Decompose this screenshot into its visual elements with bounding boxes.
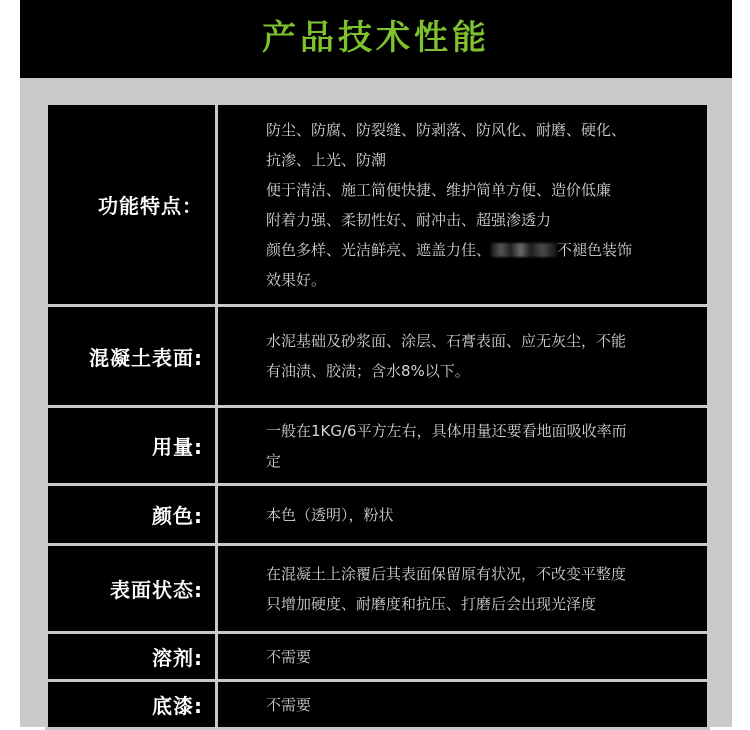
- blurred-redaction: [491, 243, 557, 257]
- value-line: 定: [266, 451, 282, 470]
- table-row-color: [47, 485, 709, 545]
- table-row-features: [47, 104, 709, 306]
- value-text: 颜色多样、光洁鲜亮、遮盖力佳、: [266, 240, 492, 259]
- table-row-concrete-surface: [47, 306, 709, 407]
- page-title: 产品技术性能: [262, 18, 490, 58]
- value-line: 便于清洁、施工简便快捷、维护简单方便、造价低廉: [266, 180, 612, 199]
- value-line: 只增加硬度、耐磨度和抗压、打磨后会出现光泽度: [266, 594, 597, 613]
- value-line: 本色（透明），粉状: [266, 505, 394, 524]
- spec-table: [45, 102, 710, 730]
- row-label: 颜色:: [47, 485, 217, 545]
- row-label: 溶剂:: [47, 633, 217, 681]
- row-label: 功能特点：: [47, 104, 217, 306]
- value-line: 在混凝土上涂覆后其表面保留原有状况，不改变平整度: [266, 564, 627, 583]
- value-line-with-redaction: [266, 235, 671, 265]
- row-label: 底漆:: [47, 681, 217, 729]
- value-line: 不需要: [266, 695, 312, 714]
- row-label: 混凝土表面:: [47, 306, 217, 407]
- value-line: 不需要: [266, 647, 312, 666]
- row-value: [217, 306, 709, 407]
- row-value: [217, 681, 709, 729]
- row-value: [217, 545, 709, 633]
- value-line: 抗渗、上光、防潮: [266, 150, 387, 169]
- row-value: [217, 485, 709, 545]
- row-value: [217, 104, 709, 306]
- table-row-usage: [47, 407, 709, 485]
- value-line: 有油渍、胶渍；含水8%以下。: [266, 362, 470, 380]
- value-line: 附着力强、柔韧性好、耐冲击、超强渗透力: [266, 210, 552, 229]
- row-value: [217, 633, 709, 681]
- table-row-solvent: [47, 633, 709, 681]
- value-line: 防尘、防腐、防裂缝、防剥落、防风化、耐磨、硬化、: [266, 120, 627, 139]
- table-row-primer: [47, 681, 709, 729]
- row-label: 用量:: [47, 407, 217, 485]
- row-value: [217, 407, 709, 485]
- value-line: 一般在1KG/6平方左右，具体用量还要看地面吸收率而: [266, 421, 627, 440]
- value-line: 效果好。: [266, 270, 327, 289]
- table-row-surface-state: [47, 545, 709, 633]
- value-line: 水泥基础及砂浆面、涂层、石膏表面、应无灰尘，不能: [266, 332, 627, 350]
- row-label: 表面状态:: [47, 545, 217, 633]
- header-banner: [20, 0, 732, 78]
- value-text: 不褪色装饰: [557, 240, 633, 259]
